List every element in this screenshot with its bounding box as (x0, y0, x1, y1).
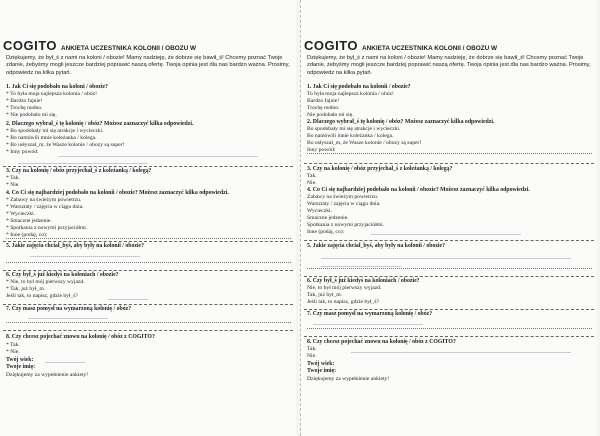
q2-option: Bo spodobały mi się atrakcje i wycieczki. (307, 126, 401, 132)
age-label: Twój wiek: (6, 357, 34, 363)
q4-option: Spotkania z nowymi przyjaciółmi. (307, 222, 385, 228)
question-1: 1. Jak Ci się podobało na koloni / obozie? (6, 84, 108, 90)
q3-option: Tak. (307, 173, 317, 179)
q8-option: Tak. (307, 346, 317, 352)
q6-option: Jeśli tak, to napisz, gdzie był_ś? (307, 299, 379, 305)
section-divider (304, 336, 594, 337)
answer-line (307, 268, 592, 269)
handwriting-stroke (351, 352, 571, 353)
question-7: 7. Czy masz pomysł na wymarzoną kolonię / obóz? (307, 311, 433, 317)
handwriting-stroke (45, 362, 85, 363)
q1-option: To była moja najlepsza kolonia / obóz! (307, 91, 394, 97)
intro-text: Dziękujemy, że był_ś z nami na koloni / obozie! Mamy nadzieję, że dobrze się bawił_ś! Chcemy poznać Twoje zdanie, żebyśmy mogli jeszcze bardziej poprawić naszą ofertę. Twoja opinia jest dla nas bardzo ważna. Prosimy, odpowiedz na kilka pytań. (307, 55, 591, 76)
q2-option: Bo usłyszał_m, że Wasze kolonie / obozy są super! (307, 140, 422, 146)
cogito-logo: COGITO (3, 38, 58, 53)
q8-option: * Tak. (6, 342, 20, 348)
question-6: 6. Czy był_ś już kiedyś na koloniach / obozie? (307, 278, 420, 284)
answer-line (307, 153, 592, 154)
section-divider (3, 241, 293, 242)
question-8: 8. Czy chcesz pojechać znowu na kolonię / obóz z COGITO? (6, 334, 155, 340)
section-divider (3, 270, 293, 271)
question-2: 2. Dlaczego wybrał_ś tę kolonię / obóz? Możesz zaznaczyć kilka odpowiedzi. (6, 121, 194, 127)
question-3: 3. Czy na kolonię / obóz przyjechał_ś z koleżanką / kolegą? (6, 168, 152, 174)
q4-option: Smaczne jedzenie. (307, 215, 349, 221)
name-label: Twoje imię: (6, 364, 36, 370)
q6-option: * Nie, to był mój pierwszy wyjazd. (6, 279, 85, 285)
intro-text: Dziękujemy, że był_ś z nami na koloni / obozie! Mamy nadzieję, że dobrze się bawił_ś! Chcemy poznać Twoje zdanie, żebyśmy mogli jeszcze bardziej poprawić naszą ofertę. Twoja opinia jest dla nas bardzo ważna. Prosimy, odpowiedz na kilka pytań. (6, 55, 290, 76)
q6-option: Nie, to był mój pierwszy wyjazd. (307, 285, 382, 291)
handwriting-stroke (371, 234, 521, 235)
handwriting-stroke (321, 266, 401, 267)
question-5: 5. Jakie zajęcia chciał_byś, aby były na kolonii / obozie? (307, 243, 446, 249)
q1-option: Bardzo fajnie! (307, 98, 340, 104)
answer-line (6, 238, 291, 239)
q4-option: * Warsztaty / zajęcia w ciągu dnia. (6, 204, 84, 210)
survey-page-right (300, 0, 597, 436)
q6-option: Jeśli tak, to napisz, gdzie był_ś? (6, 293, 78, 299)
q2-option: * Bo usłyszał_m, że Wasze kolonie / obozy są super! (6, 142, 125, 148)
q6-option: * Tak, już był_m. (6, 286, 46, 292)
cogito-logo: COGITO (304, 38, 359, 53)
thanks-text: Dziękujemy za wypełnienie ankiety! (6, 372, 89, 378)
q3-option: Nie. (307, 180, 317, 186)
q4-option: * Spotkania z nowymi przyjaciółmi. (6, 225, 88, 231)
q4-option: * Inne (podaj, co): (6, 232, 48, 238)
q1-option: * Trochę nudno. (6, 105, 43, 111)
q8-option: * Nie. (6, 349, 20, 355)
name-label: Twoje imię: (307, 368, 337, 374)
form-header (3, 37, 294, 53)
age-label: Twój wiek: (307, 361, 335, 367)
form-title: ANKIETA UCZESTNIKA KOLONII / OBOZU W (362, 45, 498, 52)
section-divider (304, 163, 594, 164)
q2-option: Bo namówili mnie koleżanka / kolega. (307, 133, 394, 139)
question-8: 8. Czy chcesz pojechać znowu na kolonię / obóz z COGITO? (307, 339, 456, 345)
question-6: 6. Czy był_ś już kiedyś na koloniach / obozie? (6, 272, 119, 278)
section-divider (304, 276, 594, 277)
q4-option: Wycieczki. (307, 208, 332, 214)
question-2: 2. Dlaczego wybrał_ś tę kolonię / obóz? Możesz zaznaczyć kilka odpowiedzi. (307, 119, 495, 125)
question-3: 3. Czy na kolonię / obóz przyjechał_ś z koleżanką / kolegą? (307, 166, 453, 172)
form-title: ANKIETA UCZESTNIKA KOLONII / OBOZU W (61, 45, 197, 52)
q1-option: * Nie podobało mi się. (6, 112, 57, 118)
answer-line (307, 328, 592, 329)
question-4: 4. Co Ci się najbardziej podobało na kolonii / obozie? Możesz zaznaczyć kilka odpowiedzi. (307, 187, 530, 193)
q1-option: * To była moja najlepsza kolonia / obóz! (6, 91, 98, 97)
thanks-text: Dziękujemy za wypełnienie ankiety! (307, 376, 390, 382)
handwriting-stroke (313, 324, 423, 325)
handwriting-stroke (108, 299, 148, 300)
question-5: 5. Jakie zajęcia chciał_byś, aby były na kolonii / obozie? (6, 243, 145, 249)
q4-option: * Zabawy na świeżym powietrzu. (6, 197, 82, 203)
q4-option: * Smaczne jedzenie. (6, 218, 52, 224)
survey-page-left (0, 0, 296, 436)
q3-option: * Nie. (6, 182, 20, 188)
answer-line (6, 262, 291, 263)
q2-option: * Bo namówili mnie koleżanka / kolega. (6, 135, 97, 141)
q2-option: * Bo spodobały mi się atrakcje i wycieczki. (6, 128, 104, 134)
handwriting-stroke (58, 156, 258, 157)
q2-option: Inny powód: (307, 147, 336, 153)
q4-option: Warsztaty / zajęcia w ciągu dnia. (307, 201, 381, 207)
section-divider (3, 304, 293, 305)
q1-option: * Bardzo fajnie! (6, 98, 43, 104)
q1-option: Trochę nudno. (307, 105, 340, 111)
q1-option: Nie podobało mi się. (307, 112, 354, 118)
q4-option: Zabawy na świeżym powietrzu. (307, 194, 379, 200)
section-divider (3, 166, 293, 167)
section-divider (304, 240, 594, 241)
section-divider (3, 330, 293, 331)
answer-line (6, 322, 291, 323)
question-1: 1. Jak Ci się podobało na kolonii / obozie? (307, 84, 411, 90)
q6-option: Tak, już był_m. (307, 292, 343, 298)
q2-option: * Inny powód: (6, 149, 39, 155)
question-7: 7. Czy masz pomysł na wymarzoną kolonię / obóz? (6, 306, 132, 312)
q3-option: * Tak. (6, 175, 20, 181)
q4-option: * Wycieczki. (6, 211, 36, 217)
q8-option: Nie. (307, 353, 317, 359)
q4-option: Inne (podaj, co): (307, 229, 345, 235)
section-divider (304, 309, 594, 310)
handwriting-stroke (30, 256, 140, 257)
form-header (304, 37, 595, 53)
handwriting-stroke (321, 258, 571, 259)
handwriting-stroke (28, 318, 108, 319)
question-4: 4. Co Ci się najbardziej podobało na kolonii / obozie? Możesz zaznaczyć kilka odpowiedzi. (6, 190, 229, 196)
handwriting-stroke (18, 163, 148, 164)
